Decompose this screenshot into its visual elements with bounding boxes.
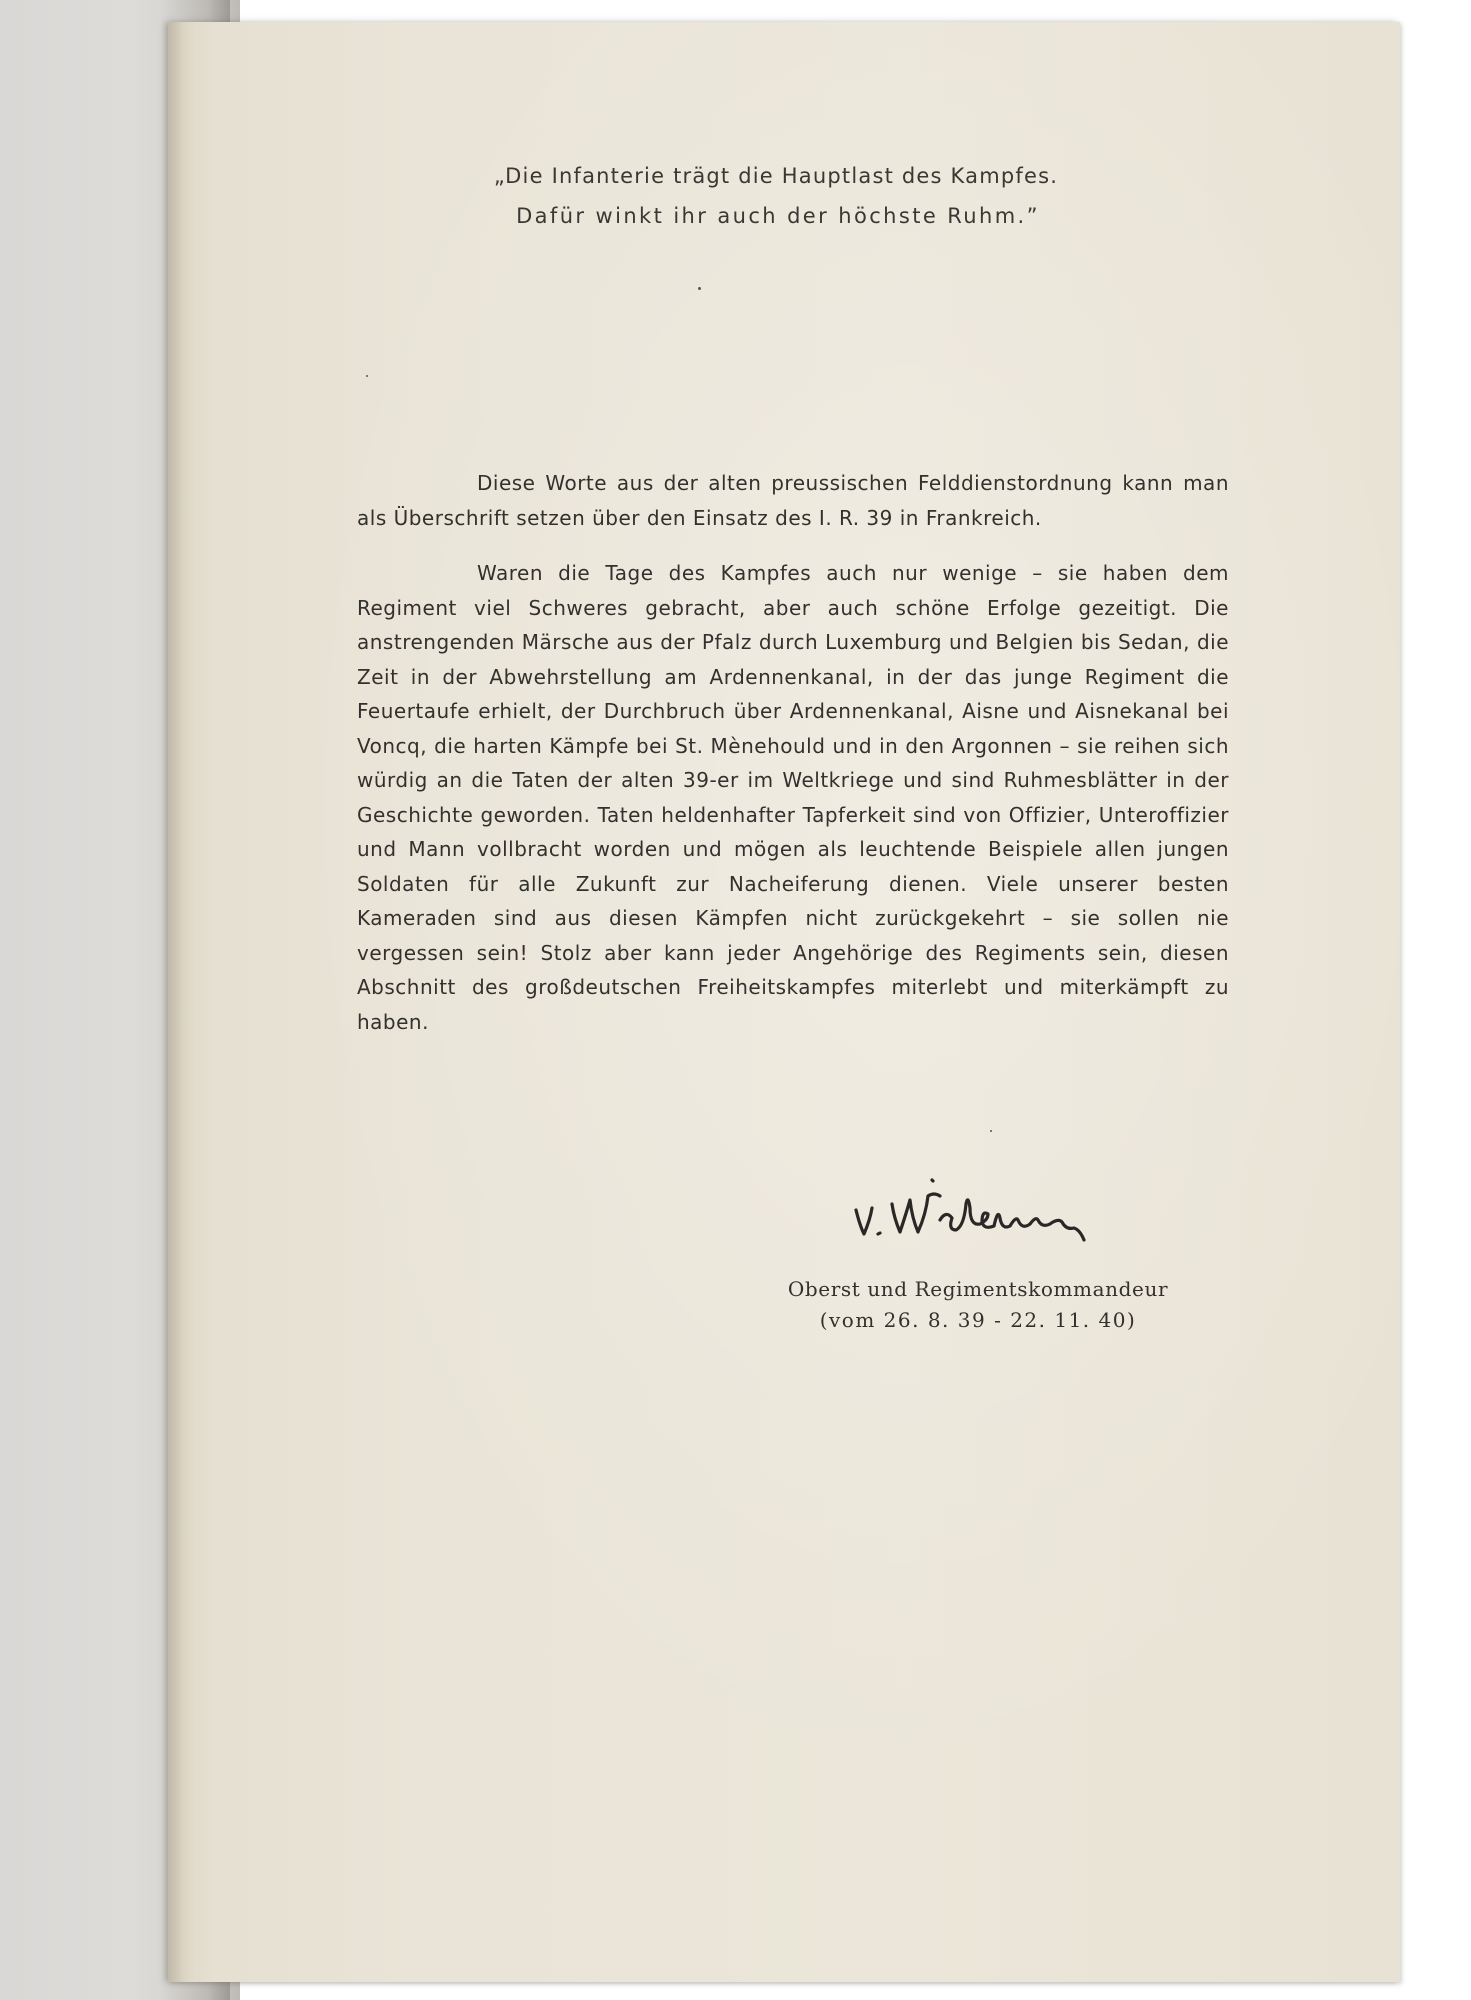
- signatory-dates: (vom 26. 8. 39 - 22. 11. 40): [819, 1308, 1137, 1332]
- page-fold-shadow: [168, 22, 194, 1982]
- motto-line-2: Dafür winkt ihr auch der höchste Ruhm.”: [516, 204, 1040, 228]
- paragraph-main: Waren die Tage des Kampfes auch nur wenige – sie haben dem Regiment viel Schweres gebracht, aber auch schöne Erfolge gezeitigt. Die anstrengenden Märsche aus der Pfalz durch Luxemburg und Belgien bis Sedan, die Zeit in der Abwehrstellung am Ardennenkanal, in der das junge Regiment die Feuertaufe erhielt, der Durchbruch über Ardennenkanal, Aisne und Aisnekanal bei Voncq, die harten Kämpfe bei St. Mènehould und in den Argonnen – sie reihen sich würdig an die Taten der alten 39-er im Weltkriege und sind Ruhmesblätter in der Geschichte geworden. Taten heldenhafter Tapferkeit sind von Offizier, Unteroffizier und Mann vollbracht worden und mögen als leuchtende Beispiele allen jungen Soldaten für alle Zukunft zur Nacheiferung dienen. Viele unserer besten Kameraden sind aus diesen Kämpfen nicht zurückgekehrt – sie sollen nie vergessen sein! Stolz aber kann jeder Angehörige des Regiments sein, diesen Abschnitt des großdeutschen Freiheitskampfes miterlebt und miterkämpft zu haben.: [357, 561, 1229, 1034]
- paper-speck: [698, 287, 701, 290]
- motto-line-1: „Die Infanterie trägt die Hauptlast des Kampfes.: [493, 164, 1059, 188]
- paper-speck: [366, 375, 368, 377]
- paragraph-intro: Diese Worte aus der alten preussischen Felddienstordnung kann man als Überschrift setzen über den Einsatz des I. R. 39 in Frankreich.: [357, 471, 1229, 530]
- document-page: [168, 22, 1400, 1982]
- signatory-title: Oberst und Regimentskommandeur: [787, 1277, 1169, 1301]
- paper-speck: [990, 1130, 992, 1132]
- handwritten-signature: [848, 1174, 1108, 1254]
